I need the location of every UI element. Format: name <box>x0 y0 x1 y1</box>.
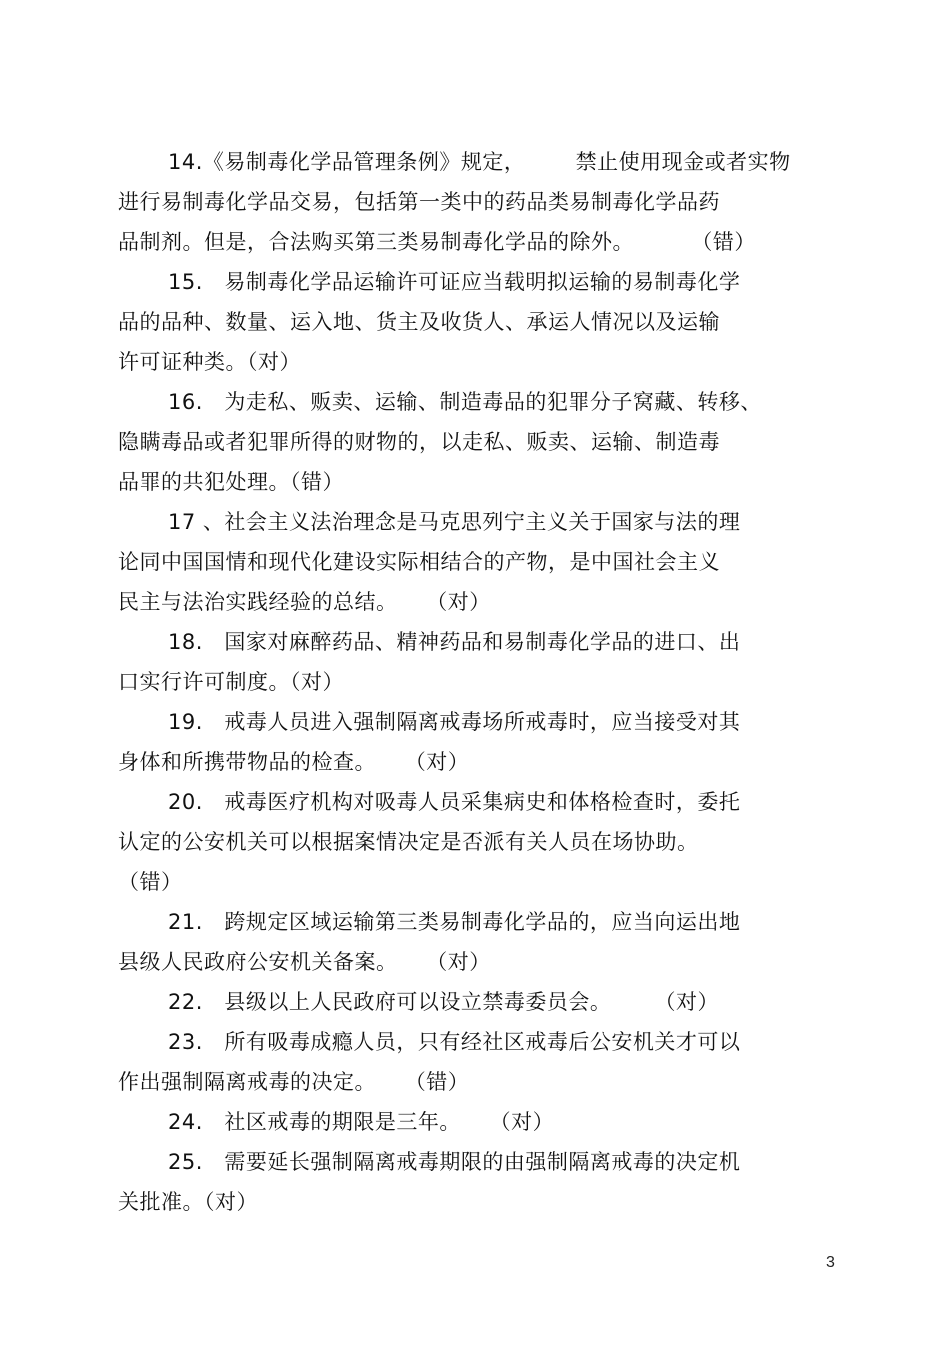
question-line: 品制剂。但是，合法购买第三类易制毒化学品的除外。 （错） <box>118 230 756 254</box>
question-line: 15. 易制毒化学品运输许可证应当载明拟运输的易制毒化学 <box>168 270 741 294</box>
question-line: 身体和所携带物品的检查。 （对） <box>118 750 470 774</box>
question-line: 18. 国家对麻醉药品、精神药品和易制毒化学品的进口、出 <box>168 630 741 654</box>
question-21 <box>118 902 818 982</box>
question-line: 19. 戒毒人员进入强制隔离戒毒场所戒毒时，应当接受对其 <box>168 710 741 734</box>
question-line: 20. 戒毒医疗机构对吸毒人员采集病史和体格检查时，委托 <box>168 790 741 814</box>
question-14 <box>118 142 818 262</box>
question-line: 24. 社区戒毒的期限是三年。 （对） <box>168 1110 555 1134</box>
question-line: 许可证种类。（对） <box>118 350 301 374</box>
page-number: 3 <box>826 1254 835 1271</box>
question-16 <box>118 382 818 502</box>
question-25 <box>118 1142 818 1222</box>
question-line: 口实行许可制度。（对） <box>118 670 344 694</box>
question-line: 17 、社会主义法治理念是马克思列宁主义关于国家与法的理 <box>168 510 741 534</box>
question-line: 关批准。（对） <box>118 1190 258 1214</box>
question-list <box>118 142 818 1222</box>
question-line: 品的品种、数量、运入地、货主及收货人、承运人情况以及运输 <box>118 310 720 334</box>
question-15 <box>118 262 818 382</box>
question-line: 品罪的共犯处理。（错） <box>118 470 344 494</box>
question-20 <box>118 782 818 902</box>
question-line: （错） <box>118 870 183 894</box>
question-line: 14.《易制毒化学品管理条例》规定， 禁止使用现金或者实物 <box>168 150 791 174</box>
question-line: 进行易制毒化学品交易，包括第一类中的药品类易制毒化学品药 <box>118 190 720 214</box>
question-line: 作出强制隔离戒毒的决定。 （错） <box>118 1070 470 1094</box>
question-line: 民主与法治实践经验的总结。 （对） <box>118 590 491 614</box>
question-line: 16. 为走私、贩卖、运输、制造毒品的犯罪分子窝藏、转移、 <box>168 390 762 414</box>
question-line: 23. 所有吸毒成瘾人员，只有经社区戒毒后公安机关才可以 <box>168 1030 741 1054</box>
question-23 <box>118 1022 818 1102</box>
question-line: 论同中国国情和现代化建设实际相结合的产物，是中国社会主义 <box>118 550 720 574</box>
question-19 <box>118 702 818 782</box>
question-22 <box>118 982 818 1022</box>
question-line: 隐瞒毒品或者犯罪所得的财物的，以走私、贩卖、运输、制造毒 <box>118 430 720 454</box>
question-24 <box>118 1102 818 1142</box>
question-18 <box>118 622 818 702</box>
question-line: 21. 跨规定区域运输第三类易制毒化学品的，应当向运出地 <box>168 910 741 934</box>
question-line: 认定的公安机关可以根据案情决定是否派有关人员在场协助。 <box>118 830 699 854</box>
question-line: 县级人民政府公安机关备案。 （对） <box>118 950 491 974</box>
question-line: 22. 县级以上人民政府可以设立禁毒委员会。 （对） <box>168 990 719 1014</box>
question-line: 25. 需要延长强制隔离戒毒期限的由强制隔离戒毒的决定机 <box>168 1150 741 1174</box>
question-17 <box>118 502 818 622</box>
